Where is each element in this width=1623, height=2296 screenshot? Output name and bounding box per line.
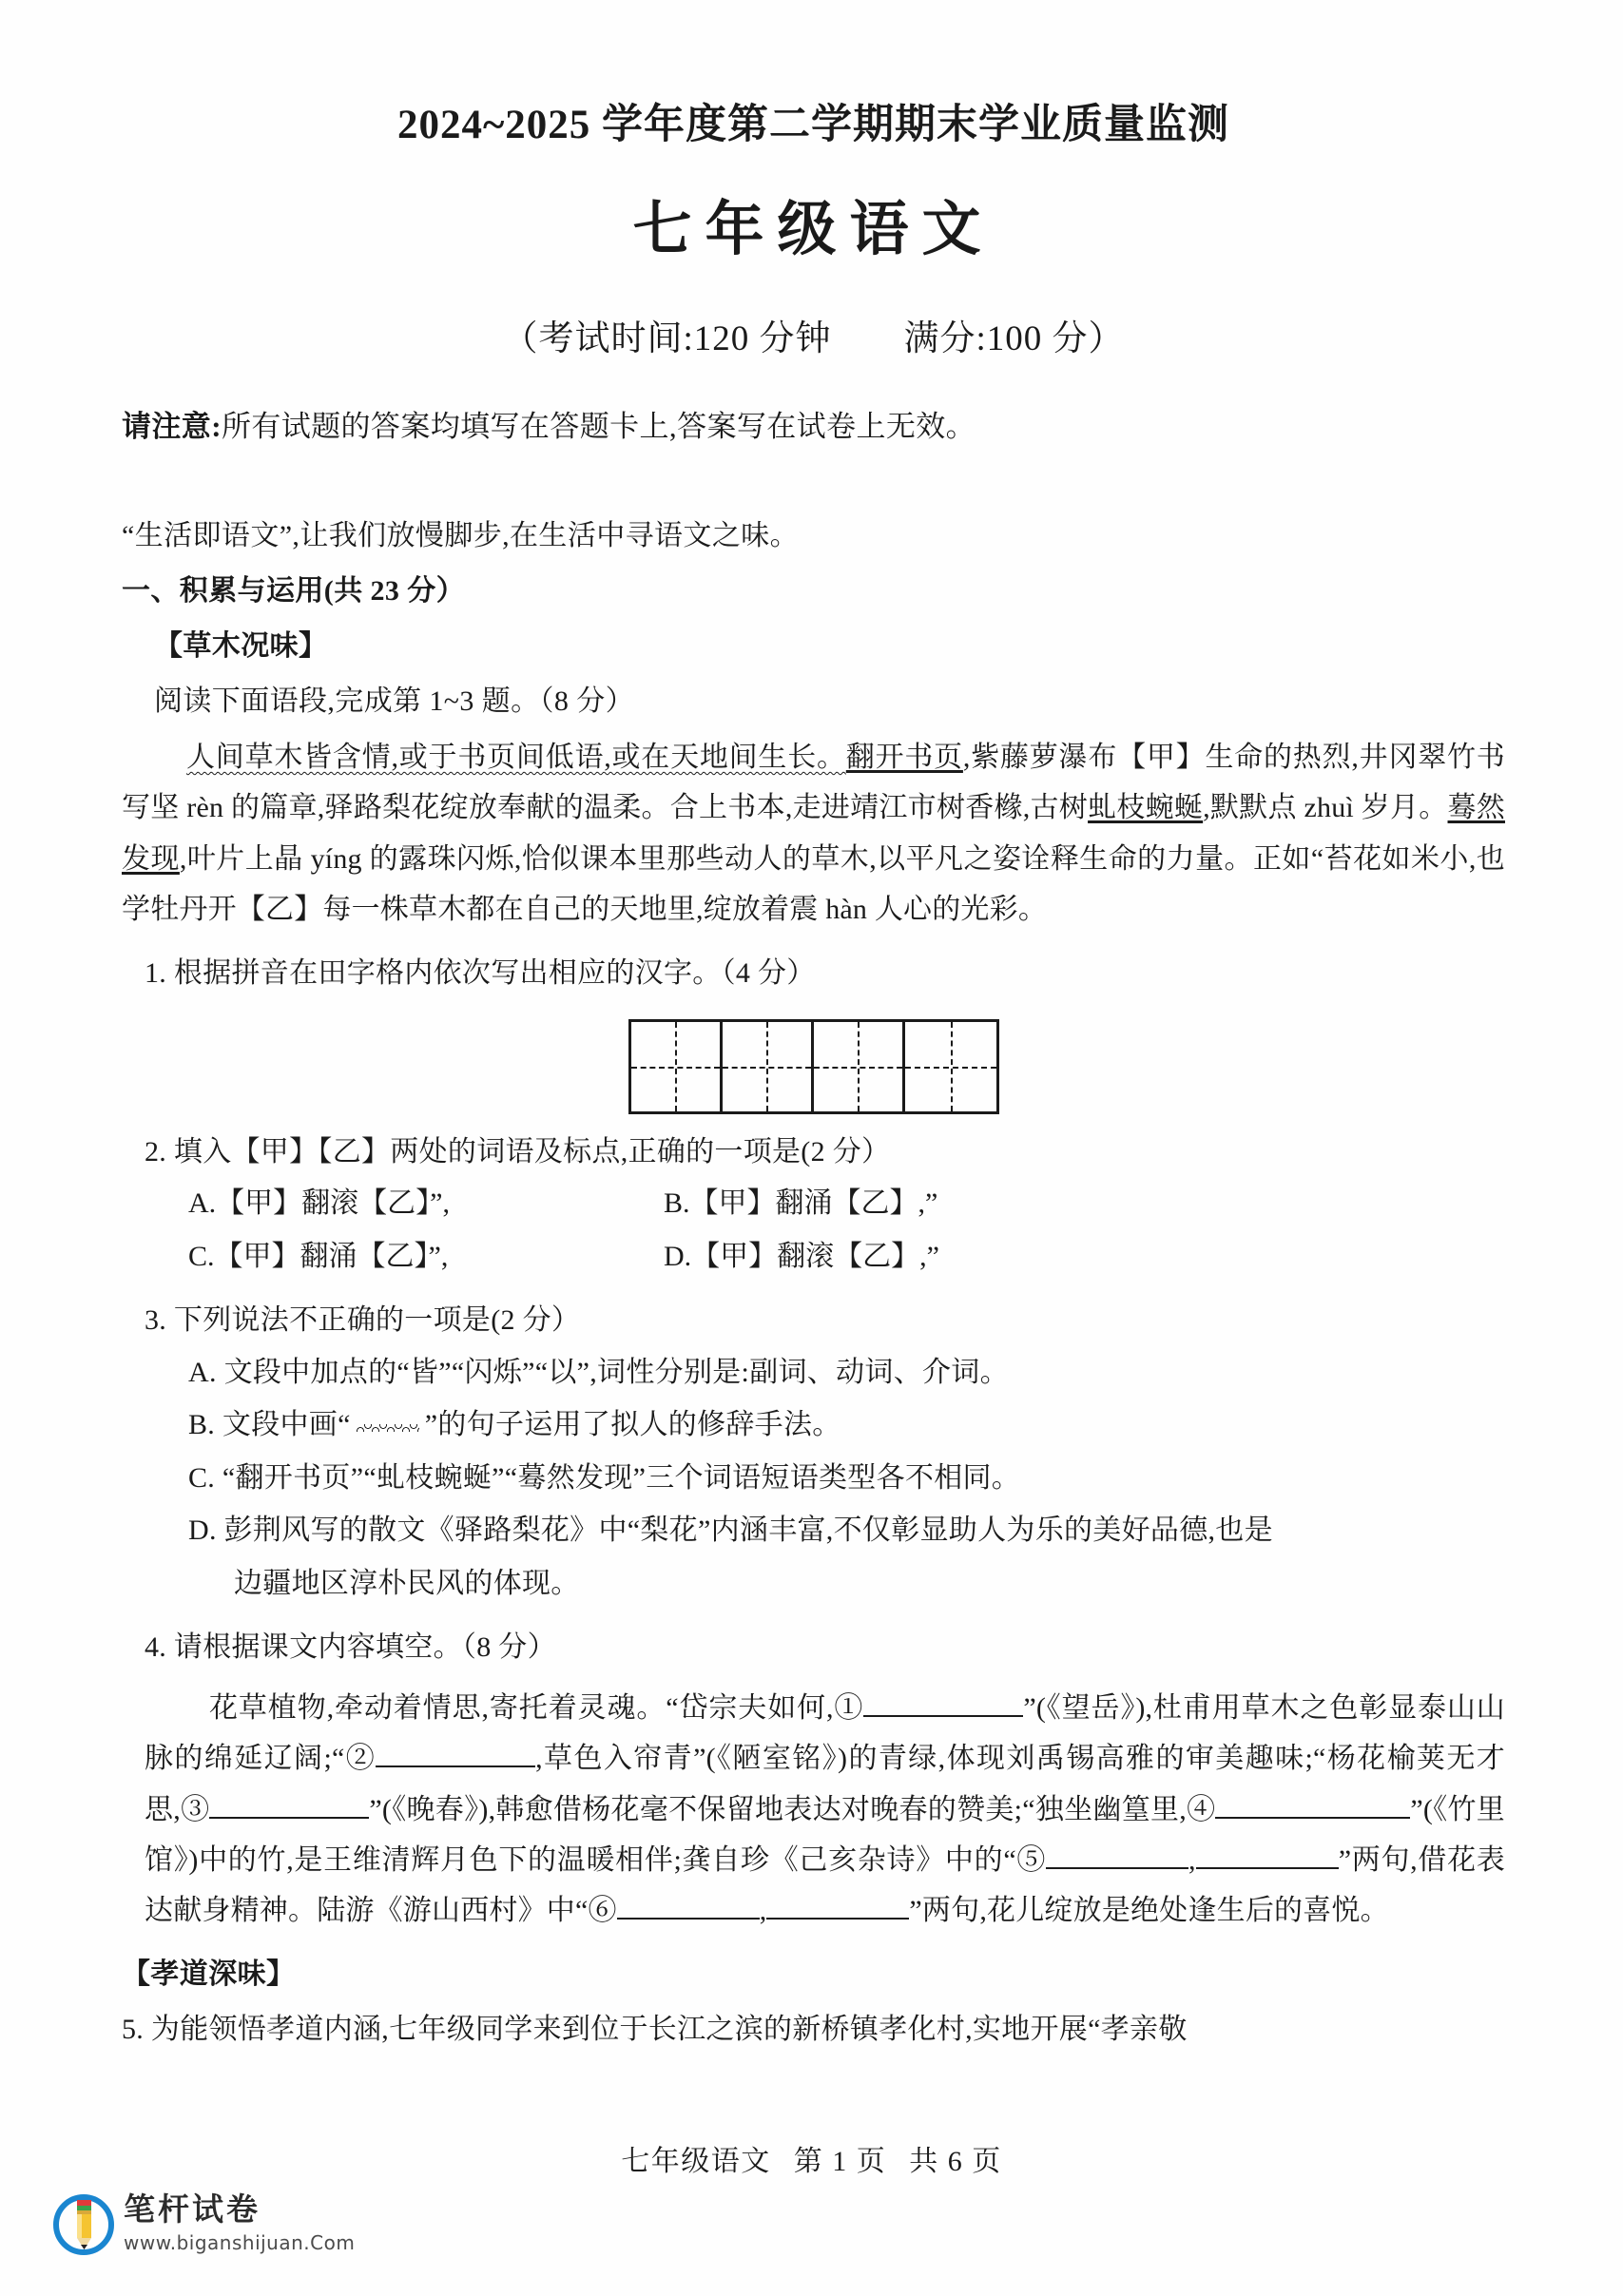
pencil-circle-icon [53,2194,114,2255]
q4-seg-8: , [759,1895,767,1927]
notice-line [122,402,1505,445]
tianzige-cell[interactable] [631,1022,723,1111]
watermark-logo [53,2194,355,2255]
section-heading-1: 一、积累与运用(共 23 分） [122,575,465,608]
question-2-options-row-1 [188,1177,1505,1230]
question-5-text: 5. 为能领悟孝道内涵,七年级同学来到位于长江之滨的新桥镇孝化村,实地开展“孝亲敬 [122,2013,1188,2045]
question-1-text: 1. 根据拼音在田字格内依次写出相应的汉字。（4 分） [145,956,816,989]
question-3-option-d-cont: 边疆地区淳朴民风的体现。 [234,1567,580,1599]
passage-part-c: ,叶片上晶 yíng 的露珠闪烁,恰似课本里那些动人的草木,以平凡之姿诠释生命的力量。正如“苔花如米小,也学牡丹开【乙】每一株草木都在自己的天地里,绽放着震 hàn 人心的光彩。 [122,842,1506,926]
reading-instruction: 阅读下面语段,完成第 1~3 题。（8 分） [154,685,635,718]
watermark-text [124,2195,355,2254]
answer-blank-6a[interactable] [617,1888,760,1920]
answer-blank-3[interactable] [209,1786,369,1819]
exam-info-line: （考试时间:120 分钟 满分:100 分） [502,319,1125,359]
page-footer [0,2137,1623,2179]
question-2-option-b[interactable]: B.【甲】翻涌【乙】,” [664,1187,938,1220]
question-2-options-row-2 [188,1230,1505,1283]
answer-blank-5a[interactable] [1046,1837,1188,1869]
passage-underline-2: 虬枝蜿蜒 [1088,792,1204,824]
lead-sentence: “生活即语文”,让我们放慢脚步,在生活中寻语文之味。 [122,520,800,552]
q4-seg-4: ”(《晚春》),韩愈借杨花毫不保留地表达对晚春的赞美;“独坐幽篁里,④ [369,1793,1216,1825]
tianzige-cell[interactable] [905,1022,996,1111]
answer-blank-6b[interactable] [766,1888,909,1920]
topic-heading-caomu: 【草木况味】 [154,630,328,663]
passage-wavy-sentence: 人间草木皆含情,或于书页间低语,或在天地间生长。 [186,742,846,774]
q4-seg-6: , [1188,1843,1196,1876]
tianzige-cell[interactable] [723,1022,814,1111]
footer-total-pages: 共 6 页 [909,2146,1002,2177]
question-3-option-c[interactable]: C. “翻开书页”“虬枝蜿蜒”“蓦然发现”三个词语短语类型各不相同。 [188,1461,1021,1494]
topic-heading-xiaodao: 【孝道深味】 [122,1958,296,1990]
answer-blank-2[interactable] [376,1736,535,1768]
question-2-option-a[interactable]: A.【甲】翻滚【乙】”, [188,1187,450,1220]
notice-label: 请注意: [122,410,222,444]
footer-page-number: 第 1 页 [793,2146,887,2177]
tianzige-grid[interactable] [628,1019,999,1114]
answer-blank-4[interactable] [1215,1786,1410,1819]
watermark-url: www.biganshijuan.Com [124,2231,356,2254]
footer-subject: 七年级语文 [621,2146,771,2177]
question-3-option-d[interactable]: D. 彭荆风写的散文《驿路梨花》中“梨花”内涵丰富,不仅彰显助人为乐的美好品德,也是 [188,1515,1273,1547]
question-3-option-b-post: ”的句子运用了拟人的修辞手法。 [424,1409,841,1441]
answer-blank-1[interactable] [863,1685,1023,1717]
notice-text: 所有试题的答案均填写在答题卡上,答案写在试卷上无效。 [221,410,976,444]
q4-seg-7: ”两句,借花表达献身精神。陆游《游山西村》中“⑥ [145,1843,1505,1927]
q4-seg-1: 花草植物,牵动着情思,寄托着灵魂。“岱宗夫如何,① [209,1691,864,1724]
tianzige-cell[interactable] [814,1022,905,1111]
question-2-text: 2. 填入【甲】【乙】两处的词语及标点,正确的一项是(2 分） [145,1136,891,1168]
watermark-name: 笔杆试卷 [124,2193,261,2228]
passage-underline-1: 翻开书页 [845,742,963,774]
tianzige-grid-wrap [122,1019,1505,1114]
answer-blank-5b[interactable] [1196,1837,1339,1869]
question-3-option-a[interactable]: A. 文段中加点的“皆”“闪烁”“以”,词性分别是:副词、动词、介词。 [188,1356,1009,1388]
passage-part-b: ,默默点 zhuì 岁月。 [1203,792,1448,824]
q4-seg-3: ,草色入帘青”(《陋室铭》)的青绿,体现刘禹锡高雅的审美趣味;“杨花榆荚无才思,③ [145,1743,1505,1825]
passage-underline-3: 蓦然发现 [122,792,1505,875]
question-3-text: 3. 下列说法不正确的一项是(2 分） [145,1304,581,1337]
page-title: 2024~2025 学年度第二学期期末学业质量监测 [396,103,1230,147]
q4-seg-9: ”两句,花儿绽放是绝处逢生后的喜悦。 [909,1895,1389,1927]
question-2-option-c[interactable]: C.【甲】翻涌【乙】”, [188,1240,449,1272]
wavy-line-icon [351,1405,425,1434]
question-4-text: 4. 请根据课文内容填空。（8 分） [145,1631,556,1664]
q4-seg-5: ”(《竹里馆》)中的竹,是王维清辉月色下的温暖相伴;龚自珍《己亥杂诗》中的“⑤ [145,1793,1505,1876]
question-3-option-b-pre: B. 文段中画“ [188,1409,351,1441]
passage-part-a: ,紫藤萝瀑布【甲】生命的热烈,井冈翠竹书写坚 rèn 的篇章,驿路梨花绽放奉献的温柔。合上书本,走进靖江市树香橼,古树 [122,742,1505,824]
question-4-body [145,1683,1505,1937]
question-2-option-d[interactable]: D.【甲】翻滚【乙】,” [664,1240,939,1272]
page-content [122,0,1505,2055]
reading-passage [122,732,1505,936]
subject-title: 七年级语文 [632,197,995,262]
q4-seg-2: ”(《望岳》),杜甫用草木之色彰显泰山山脉的绵延辽阔;“② [145,1691,1505,1775]
question-3-option-b[interactable] [188,1399,1505,1452]
